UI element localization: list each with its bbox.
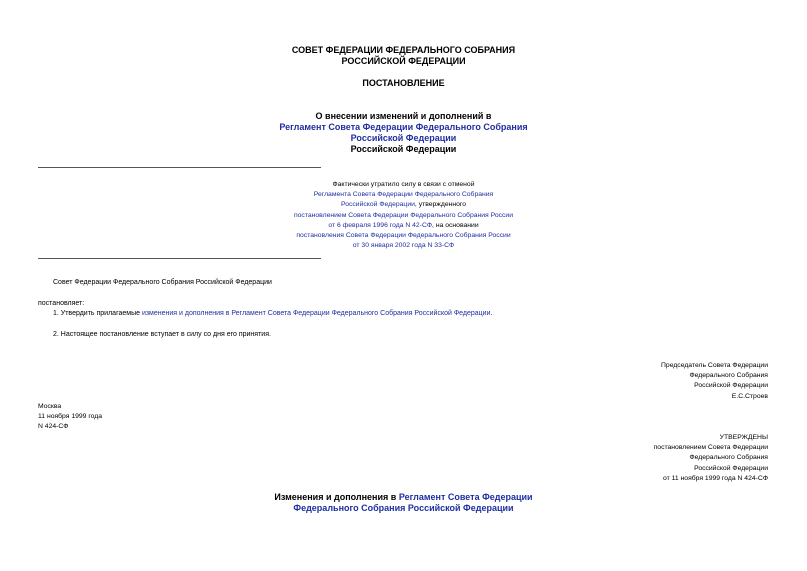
item1-prefix: 1. Утвердить прилагаемые <box>53 310 142 317</box>
item1-link-changes[interactable]: изменения и дополнения в Регламент Совета Федерации Федерального Собрания Российской Федерации <box>141 310 491 317</box>
place-date-block <box>38 402 102 433</box>
place-date: 11 ноября 1999 года <box>38 413 103 421</box>
status-note <box>0 180 807 251</box>
signature-line2: Федерального Собрания <box>689 372 768 380</box>
body-resolves: постановляет: <box>38 300 85 307</box>
status-link-reglament[interactable]: Регламента Совета Федерации Федерального Собрания <box>313 191 494 199</box>
approved-line4: Российской Федерации <box>694 464 768 472</box>
approved-line3: Федерального Собрания <box>689 454 768 462</box>
header-org-line1: СОВЕТ ФЕДЕРАЦИИ ФЕДЕРАЛЬНОГО СОБРАНИЯ <box>291 45 516 55</box>
title-link-reglament[interactable]: Регламент Совета Федерации Федерального Собрания <box>279 122 528 132</box>
document-header <box>0 45 807 67</box>
annex-link-reglament[interactable]: Регламент Совета Федерации <box>398 492 533 502</box>
item1-suffix: . <box>490 310 493 317</box>
status-link-postanovleniya-2002[interactable]: постановления Совета Федерации Федерального Собрания России <box>296 232 511 240</box>
annex-title-prefix: Изменения и дополнения в <box>274 492 399 502</box>
header-org-line2: РОССИЙСКОЙ ФЕДЕРАЦИИ <box>341 56 466 66</box>
title-line4: Российской Федерации <box>350 144 457 154</box>
status-link-postanovlenie[interactable]: постановлением Совета Федерации Федерального Собрания России <box>293 211 514 219</box>
body-item1 <box>53 309 492 319</box>
body-item2: 2. Настоящее постановление вступает в силу со дня его принятия. <box>53 331 271 338</box>
signature-block <box>661 361 768 402</box>
signature-line1: Председатель Совета Федерации <box>661 362 768 369</box>
divider-bottom <box>38 258 321 259</box>
status-link-date-2002[interactable]: от 30 января 2002 года N 33-СФ <box>352 242 455 250</box>
status-link-date-1996[interactable]: от 6 февраля 1996 года N 42-СФ <box>328 221 433 229</box>
status-line3-rest: , утвержденного <box>414 201 466 209</box>
place-city: Москва <box>38 403 62 410</box>
signature-line3: Российской Федерации <box>694 382 768 390</box>
title-link-rf[interactable]: Российской Федерации <box>350 133 457 143</box>
signature-name: Е.С.Строев <box>731 392 768 400</box>
status-line1: Фактически утратило силу в связи с отменой <box>332 181 475 188</box>
approved-line5: от 11 ноября 1999 года N 424-СФ <box>662 474 768 482</box>
annex-title <box>0 492 807 514</box>
doc-type: ПОСТАНОВЛЕНИЕ <box>362 78 445 88</box>
approved-line1: УТВЕРЖДЕНЫ <box>719 434 768 441</box>
annex-link-fs-rf[interactable]: Федерального Собрания Российской Федерации <box>293 503 514 513</box>
body-preamble: Совет Федерации Федерального Собрания Российской Федерации <box>53 279 272 286</box>
divider-top <box>38 167 321 168</box>
status-line5-rest: , на основании <box>432 221 479 229</box>
status-link-rf[interactable]: Российской Федерации <box>341 201 415 209</box>
title-line1: О внесении изменений и дополнений в <box>315 111 492 121</box>
approved-block <box>654 433 768 484</box>
document-title <box>0 111 807 155</box>
place-number: N 424-СФ <box>38 423 69 431</box>
approved-line2: постановлением Совета Федерации <box>653 444 768 452</box>
